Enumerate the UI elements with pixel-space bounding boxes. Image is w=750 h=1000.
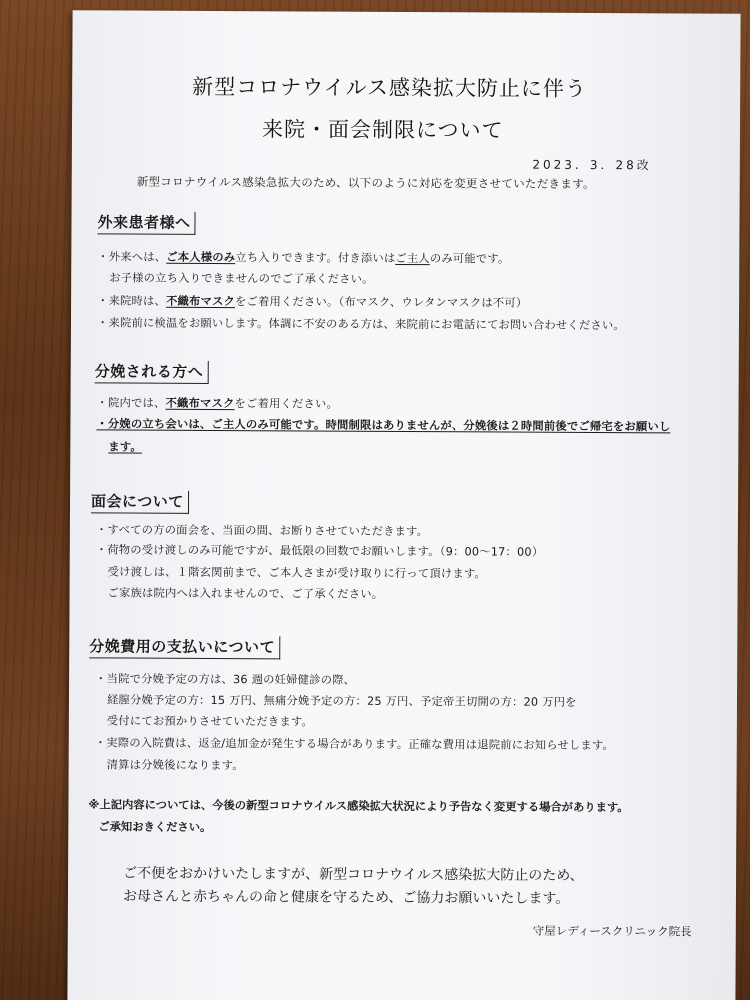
section-heading-outpatients: 外来患者様へ — [97, 211, 195, 235]
section-line: 受付にてお預かりさせていただきます。 — [106, 714, 313, 729]
section-line: ・荷物の受け渡しのみ可能ですが、最低限の回数でお願いします。（9：00～17：00） — [95, 543, 544, 559]
notice-line-1: ※上記内容については、今後の新型コロナウイルス感染拡大状況により予告なく変更する場合があります。 — [88, 798, 629, 815]
title-line-1: 新型コロナウイルス感染拡大防止に伴う — [192, 74, 588, 101]
section-line: ・当院で分娩予定の方は、36 週の妊婦健診の際、 — [95, 672, 356, 687]
section-line: ・実際の入院費は、返金/追加金が発生する場合があります。正確な費用は退院前にお知らせします。 — [94, 736, 615, 753]
line-text: をご着用ください。（布マスク、ウレタンマスクは不可） — [235, 295, 528, 310]
intro-text: 新型コロナウイルス感染急拡大のため、以下のように対応を変更させていただきます。 — [136, 174, 595, 191]
section-line: ご家族は院内へは入れませんので、ご了承ください。 — [107, 586, 384, 601]
line-text: ・院内では、 — [96, 396, 166, 410]
emphasis-text: 不織布マスク — [165, 396, 235, 411]
line-text: ・来院時は、 — [97, 294, 167, 308]
closing-line-1: ご不便をおかけいたしますが、新型コロナウイルス感染拡大防止のため、 — [123, 865, 584, 884]
section-line: 経膣分娩予定の方：15 万円、無痛分娩予定の方：25 万円、予定帝王切開の方：20 万円を — [106, 693, 577, 709]
section-line: 受け渡しは、１階玄関前まで、ご本人さまが受け取りに行って頂けます。 — [107, 565, 486, 581]
section-line: ・分娩の立ち会いは、ご主人のみ可能です。時間制限はありませんが、分娩後は２時間前後でご帰宅をお願いし — [96, 417, 671, 434]
emphasis-text: ご主人 — [395, 251, 430, 266]
closing-line-2: お母さんと赤ちゃんの命と健康を守るため、ご協力お願いいたします。 — [122, 888, 570, 907]
section-line: 清算は分娩後になります。 — [106, 758, 244, 773]
line-text: ・外来へは、 — [97, 250, 167, 264]
line-text: をご着用ください。 — [234, 397, 339, 411]
section-line — [97, 292, 527, 310]
section-heading-payment: 分娩費用の支払いについて — [89, 635, 280, 659]
notice-paper — [67, 10, 740, 1000]
section-line: ・来院前に検温をお願いします。体調に不安のある方は、来院前にお電話にてお問い合わせください。 — [96, 316, 625, 333]
emphasis-text: 不織布マスク — [166, 294, 236, 309]
section-line — [97, 248, 509, 266]
notice-line-2: ご承知おきください。 — [98, 820, 212, 834]
revision-date: 2023．3．28改 — [532, 157, 652, 173]
section-heading-visits: 面会について — [91, 490, 189, 514]
line-text: のみ可能です。 — [429, 252, 510, 266]
line-text: 立ち入りできます。付き添いは — [235, 251, 396, 265]
section-line: お子様の立ち入りできませんのでご了承ください。 — [109, 271, 374, 286]
section-line — [97, 394, 339, 411]
section-line: ・すべての方の面会を、当面の間、お断りさせていただきます。 — [95, 523, 429, 539]
section-heading-delivery: 分娩される方へ — [95, 360, 209, 384]
emphasis-text: ご本人様のみ — [166, 250, 236, 265]
title-line-2: 来院・面会制限について — [261, 117, 504, 143]
section-line: ます。 — [108, 440, 142, 454]
signature: 守屋レディースクリニック院長 — [532, 923, 692, 939]
